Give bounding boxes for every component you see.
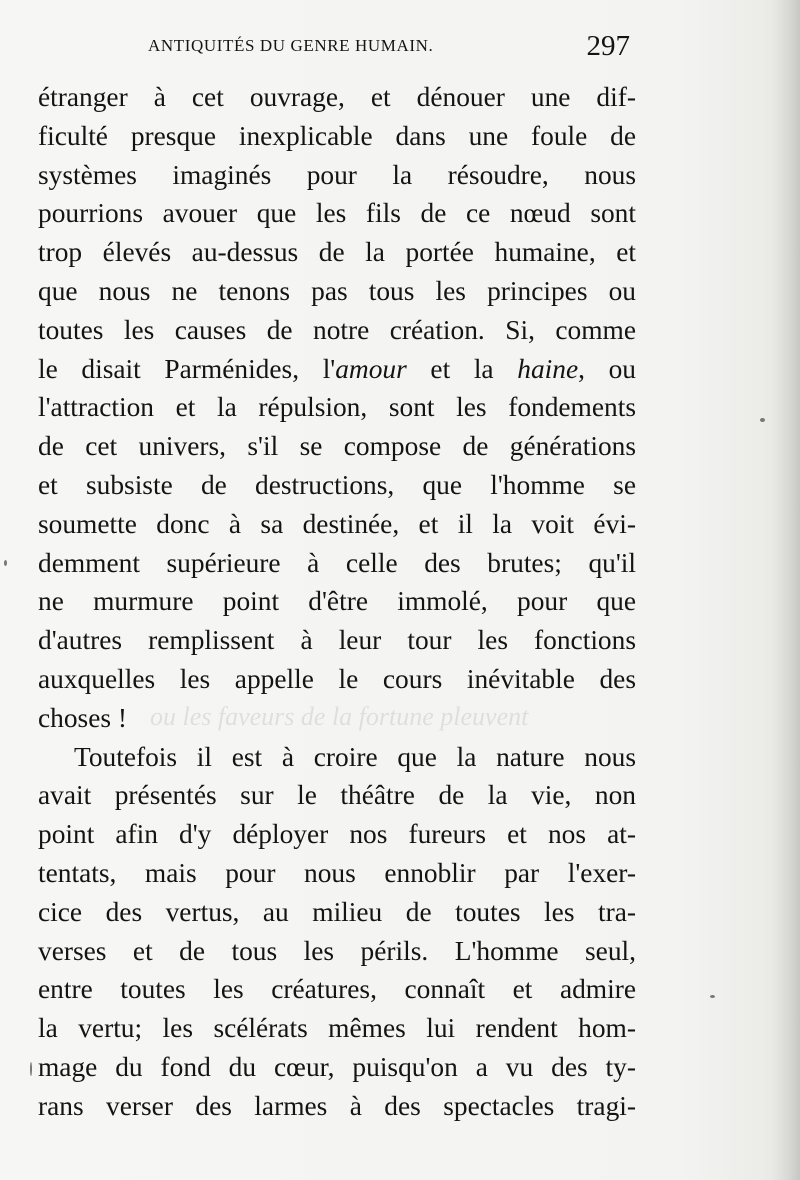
paragraph-2 <box>38 738 636 1126</box>
text-line: entre toutes les créatures, connaît et admire <box>38 974 636 1005</box>
text-line: l'attraction et la répulsion, sont les fondements <box>38 392 636 423</box>
page-edge-shadow <box>772 0 800 1180</box>
body-text <box>38 78 636 1126</box>
text-line: et subsiste de destructions, que l'homme se <box>38 469 636 500</box>
speck-mark <box>710 995 715 998</box>
text-line: toutes les causes de notre création. Si, comme <box>38 314 636 345</box>
text-line: avait présentés sur le théâtre de la vie, non <box>38 780 636 811</box>
text-line: Toutefois il est à croire que la nature nous <box>74 741 636 772</box>
text-line: verses et de tous les périls. L'homme seul, <box>38 935 636 966</box>
text-line: ficulté presque inexplicable dans une foule de <box>38 120 636 151</box>
text-line: trop élevés au-dessus de la portée humaine, et <box>38 237 636 268</box>
text-line: choses ! <box>38 702 127 733</box>
text-line: d'autres remplissent à leur tour les fonctions <box>38 625 636 656</box>
text-line: systèmes imaginés pour la résoudre, nous <box>38 159 636 190</box>
speck-mark <box>760 418 765 422</box>
text-segment: , ou <box>578 353 636 384</box>
paragraph-1 <box>38 78 636 738</box>
text-line: la vertu; les scélérats mêmes lui rendent hom- <box>38 1013 636 1044</box>
page-number: 297 <box>586 30 630 62</box>
text-segment: et la <box>406 353 518 384</box>
running-head: ANTIQUITÉS DU GENRE HUMAIN. <box>148 36 434 55</box>
text-segment: le disait Parménides, l' <box>38 353 336 384</box>
text-line: que nous ne tenons pas tous les principes ou <box>38 275 636 306</box>
italic-word-amour: amour <box>335 353 407 384</box>
text-line: ne murmure point d'être immolé, pour que <box>38 586 636 617</box>
text-line: étranger à cet ouvrage, et dénouer une dif- <box>38 82 636 112</box>
italic-word-haine: haine <box>517 353 579 384</box>
text-line: cice des vertus, au milieu de toutes les tra- <box>38 896 636 927</box>
text-line: point afin d'y déployer nos fureurs et nos at- <box>38 819 636 850</box>
text-line: de cet univers, s'il se compose de générations <box>38 431 636 462</box>
page-header <box>40 30 630 70</box>
text-line: demment supérieure à celle des brutes; qu'il <box>38 547 636 578</box>
text-line: mage du fond du cœur, puisqu'on a vu des ty- <box>38 1051 636 1082</box>
text-line: auxquelles les appelle le cours inévitable des <box>38 663 636 694</box>
bleed-through-text: ou les faveurs de la fortune pleuvent <box>150 702 529 731</box>
speck-mark <box>4 560 7 566</box>
text-line <box>38 350 636 389</box>
text-line: tentats, mais pour nous ennoblir par l'exer- <box>38 857 636 888</box>
text-line: pourrions avouer que les fils de ce nœud sont <box>38 198 636 229</box>
text-line: rans verser des larmes à des spectacles tragi- <box>38 1090 636 1121</box>
speck-mark <box>30 1062 32 1076</box>
text-line: soumette donc à sa destinée, et il la voit évi- <box>38 508 636 539</box>
